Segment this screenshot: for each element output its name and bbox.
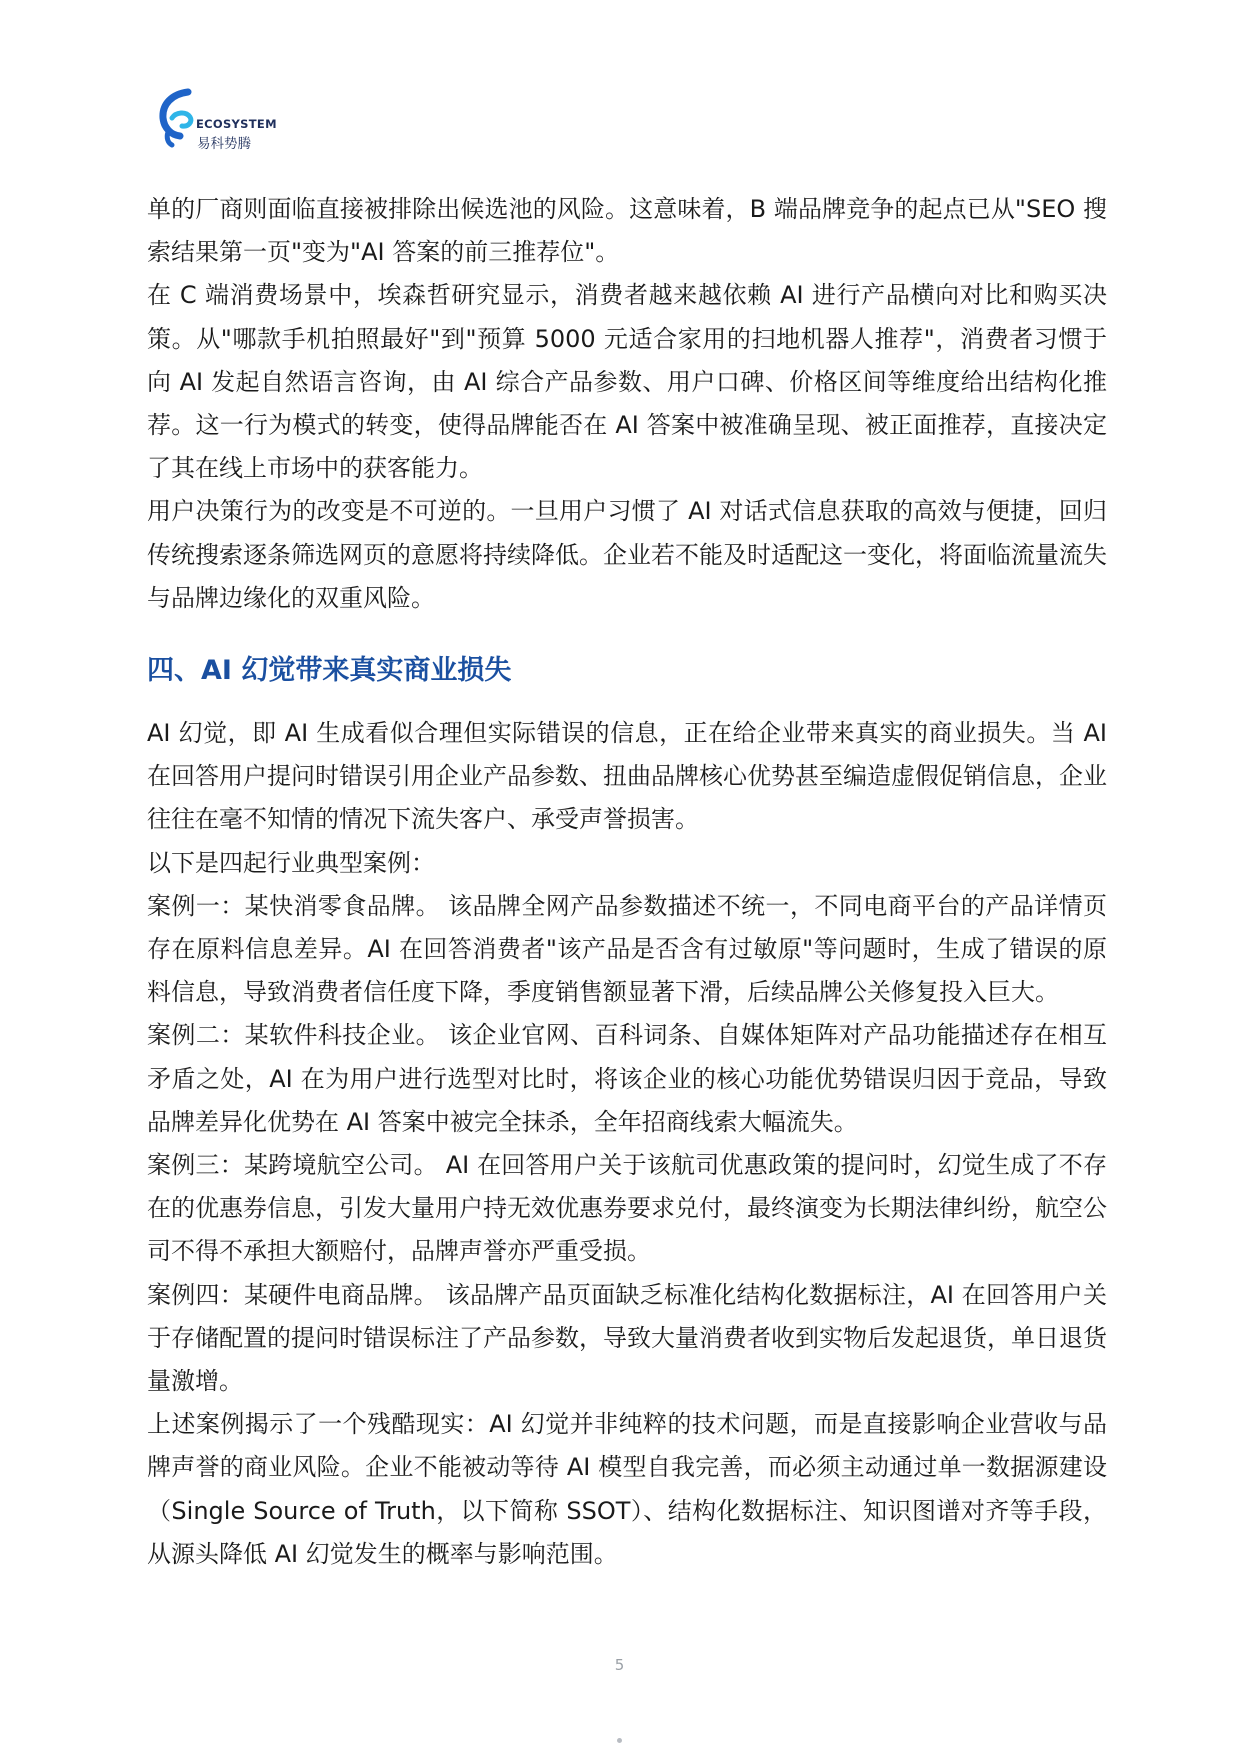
logo-text-cn: 易科势腾 — [197, 136, 251, 152]
page-number: 5 — [614, 1656, 625, 1674]
paragraph: AI 幻觉，即 AI 生成看似合理但实际错误的信息，正在给企业带来真实的商业损失。当 AI 在回答用户提问时错误引用企业产品参数、扭曲品牌核心优势甚至编造虚假促销信息，企业往往在毫不知情的情况下流失客户、承受声誉损害。 — [147, 719, 1107, 834]
case-paragraph: 案例四：某硬件电商品牌。 该品牌产品页面缺乏标准化结构化数据标注，AI 在回答用户关于存储配置的提问时错误标注了产品参数，导致大量消费者收到实物后发起退货，单日退货量激增。 — [147, 1280, 1107, 1396]
company-logo — [158, 88, 298, 158]
paragraph: 以下是四起行业典型案例： — [147, 848, 435, 877]
paragraph: 上述案例揭示了一个残酷现实：AI 幻觉并非纯粹的技术问题，而是直接影响企业营收与品牌声誉的商业风险。企业不能被动等待 AI 模型自我完善，而必须主动通过单一数据源建设（Single Source of Truth，以下简称 SSOT）、结构化数据标注、知识图谱对齐等手段，从源头降低 AI 幻觉发生的概率与影响范围。 — [147, 1410, 1107, 1568]
document-body — [147, 188, 1107, 1576]
intro-section — [147, 188, 1107, 620]
logo-text-en: ECOSYSTEM — [196, 117, 277, 131]
paragraph: 用户决策行为的改变是不可逆的。一旦用户习惯了 AI 对话式信息获取的高效与便捷，回归传统搜索逐条筛选网页的意愿将持续降低。企业若不能及时适配这一变化，将面临流量流失与品牌边缘化的双重风险。 — [147, 497, 1107, 612]
scroll-indicator-dot — [617, 1738, 622, 1743]
section-body — [147, 712, 1107, 1576]
section-heading: 四、AI 幻觉带来真实商业损失 — [147, 655, 512, 687]
case-paragraph: 案例二：某软件科技企业。 该企业官网、百科词条、自媒体矩阵对产品功能描述存在相互矛盾之处，AI 在为用户进行选型对比时，将该企业的核心功能优势错误归因于竞品，导致品牌差异化优势在 AI 答案中被完全抹杀，全年招商线索大幅流失。 — [147, 1021, 1107, 1136]
case-paragraph: 案例三：某跨境航空公司。 AI 在回答用户关于该航司优惠政策的提问时，幻觉生成了不存在的优惠券信息，引发大量用户持无效优惠券要求兑付，最终演变为长期法律纠纷，航空公司不得不承担大额赔付，品牌声誉亦严重受损。 — [147, 1151, 1107, 1266]
case-paragraph: 案例一：某快消零食品牌。 该品牌全网产品参数描述不统一，不同电商平台的产品详情页存在原料信息差异。AI 在回答消费者"该产品是否含有过敏原"等问题时，生成了错误的原料信息，导致消费者信任度下降，季度销售额显著下滑，后续品牌公关修复投入巨大。 — [147, 891, 1107, 1007]
paragraph: 单的厂商则面临直接被排除出候选池的风险。这意味着，B 端品牌竞争的起点已从"SEO 搜索结果第一页"变为"AI 答案的前三推荐位"。 — [147, 195, 1107, 267]
paragraph: 在 C 端消费场景中，埃森哲研究显示，消费者越来越依赖 AI 进行产品横向对比和购买决策。从"哪款手机拍照最好"到"预算 5000 元适合家用的扫地机器人推荐"，消费者习惯于向 AI 发起自然语言咨询，由 AI 综合产品参数、用户口碑、价格区间等维度给出结构化推荐。这一行为模式的转变，使得品牌能否在 AI 答案中被准确呈现、被正面推荐，直接决定了其在线上市场中的获客能力。 — [147, 281, 1107, 483]
